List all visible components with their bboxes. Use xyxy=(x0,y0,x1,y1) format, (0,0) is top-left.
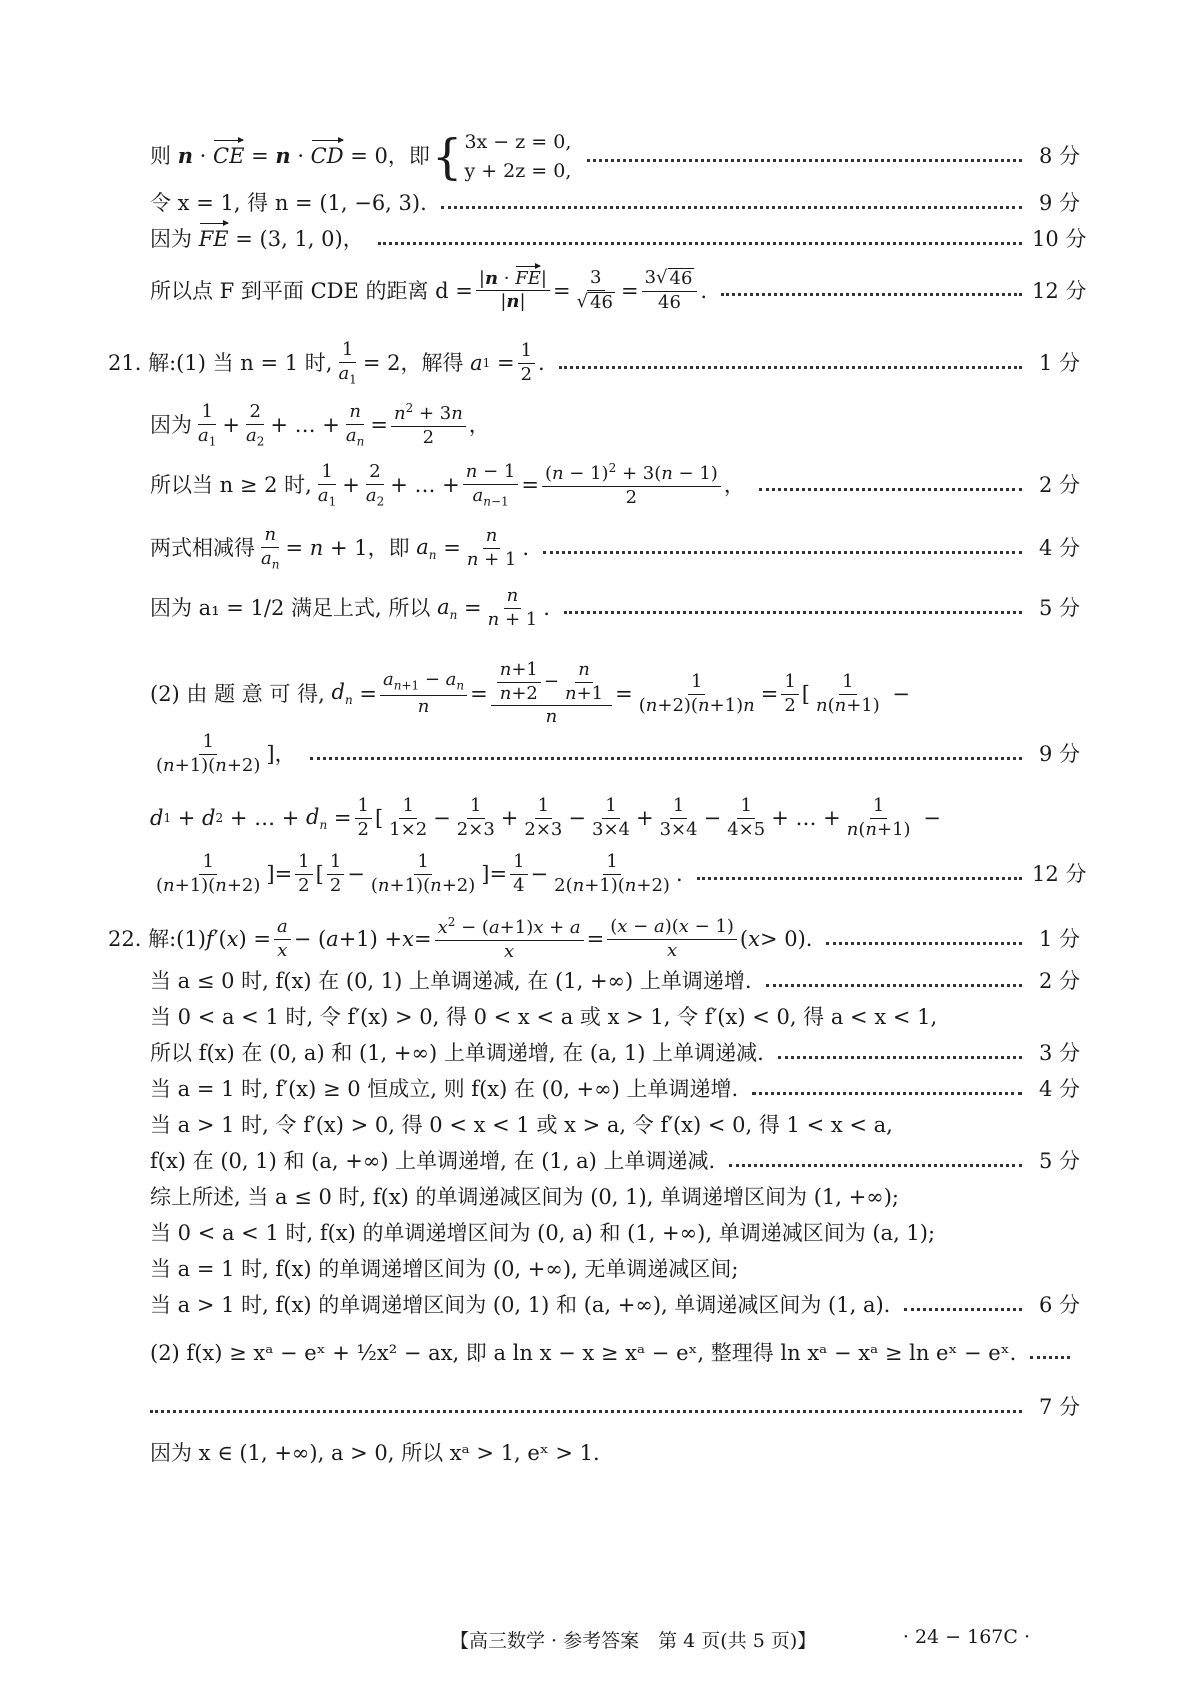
score: 5 分 xyxy=(1038,1149,1080,1173)
line-text: 当 a = 1 时, f(x) 的单调递增区间为 (0, +∞), 无单调递减区间; xyxy=(150,1257,739,1281)
line-fe-vector xyxy=(150,226,1087,252)
dot-leader xyxy=(150,1410,1022,1413)
line-text: 因为 FE = (3, 1, 0)， xyxy=(150,227,364,251)
score: 2 分 xyxy=(1038,969,1080,993)
dot-leader xyxy=(310,757,1022,760)
dot-leader xyxy=(697,877,1022,880)
line-text: 当 0 < a < 1 时, 令 f′(x) > 0, 得 0 < x < a 或 x > 1, 令 f′(x) < 0, 得 a < x < 1, xyxy=(150,1005,938,1029)
q21-line-9 xyxy=(150,851,1087,896)
score: 1 分 xyxy=(1038,351,1080,376)
line-set-x xyxy=(150,190,1080,216)
line-text: 因为 $\frac{1}{a_1}$ + $\frac{2}{a_2}$ + … + $\frac{n}{a_n}$ = $\frac{n^2 + 3n}{2}$ ， xyxy=(150,401,490,449)
q22-line-8 xyxy=(150,1184,1080,1210)
q22-line-6 xyxy=(150,1112,1080,1138)
dot-leader xyxy=(752,1092,1022,1095)
score: 10 分 xyxy=(1032,227,1087,251)
q22-line-9 xyxy=(150,1220,1080,1246)
line-text: 两式相减得 $\frac{n}{a_n}$ = n + 1，即 $a_n$ = $\frac{n}{n + 1}$ . xyxy=(150,524,530,572)
case-text: 所以当 n ≥ 2 时, xyxy=(150,473,312,498)
line-text: 当 a = 1 时, f′(x) ≥ 0 恒成立, 则 f(x) 在 (0, +∞) 上单调递增. xyxy=(150,1077,739,1101)
score: 9 分 xyxy=(1038,191,1080,215)
q22-line-12 xyxy=(150,1340,1080,1366)
q21-line-4 xyxy=(150,525,1080,572)
line-text: 所以点 F 到平面 CDE 的距离 d = $\frac{|n \cdot FE|}{|n|}$ = 3 √ 46 = 3√ 46 46 . xyxy=(150,267,708,313)
q22-line-5 xyxy=(150,1076,1080,1102)
subtract-label: 两式相减得 xyxy=(150,536,255,561)
q22-line-1 xyxy=(108,916,1080,962)
line-normal-vector xyxy=(150,128,1080,185)
line-text: 当 0 < a < 1 时, f(x) 的单调递增区间为 (0, a) 和 (1, +∞), 单调递减区间为 (a, 1); xyxy=(150,1221,936,1245)
q22-line-4 xyxy=(150,1040,1080,1066)
q22-line-11 xyxy=(150,1292,1080,1318)
case-text: (1) 当 n = 1 时, xyxy=(176,351,333,376)
question-label: 21. 解: xyxy=(108,351,177,376)
system-eq-1: 3x − z = 0, xyxy=(464,131,572,153)
part1-label: (1) xyxy=(176,927,206,952)
dot-leader xyxy=(543,551,1022,554)
because-label: 因为 xyxy=(150,413,192,438)
q22-line-13 xyxy=(150,1394,1080,1420)
score: 7 分 xyxy=(1038,1395,1080,1419)
line-text: (2) f(x) ≥ xᵃ − eˣ + ½x² − ax, 即 a ln x − x ≥ xᵃ − eˣ, 整理得 ln xᵃ − xᵃ ≥ ln eˣ − eˣ. xyxy=(150,1341,1017,1365)
line-text: 21. 解: (1) 当 n = 1 时, $\frac{1}{a_1}$ = 2，解得 a 1 = $\frac{1}{2}$ . xyxy=(108,339,545,387)
line-text: 因为 x ∈ (1, +∞), a > 0, 所以 xᵃ > 1, eˣ > 1. xyxy=(150,1441,600,1465)
q22-line-3 xyxy=(150,1004,1080,1030)
line-text: 当 a ≤ 0 时, f(x) 在 (0, 1) 上单调递减, 在 (1, +∞) 上单调递增. xyxy=(150,969,752,993)
footer-title: 【高三数学 · 参考答案 第 4 页(共 5 页)】 xyxy=(450,1630,817,1652)
q21-line-8 xyxy=(150,796,1080,840)
score: 3 分 xyxy=(1038,1041,1080,1065)
score: 4 分 xyxy=(1038,1077,1080,1101)
q22-line-14 xyxy=(150,1440,1080,1466)
dot-leader xyxy=(1030,1356,1070,1359)
score: 1 分 xyxy=(1038,927,1080,952)
line-text: 令 x = 1, 得 n = (1, −6, 3). xyxy=(150,191,427,215)
q22-line-7 xyxy=(150,1148,1080,1174)
distance-label: 所以点 F 到平面 CDE 的距离 d = xyxy=(150,278,473,303)
q21-line-2 xyxy=(150,402,1080,449)
score: 6 分 xyxy=(1038,1293,1080,1317)
dot-leader xyxy=(826,942,1022,945)
dot-leader xyxy=(378,242,1022,245)
dot-leader xyxy=(441,206,1022,209)
line-text: 综上所述, 当 a ≤ 0 时, f(x) 的单调递减区间为 (0, 1), 单调递增区间为 (1, +∞); xyxy=(150,1185,899,1209)
part2-text: (2) 由 题 意 可 得, xyxy=(150,681,325,706)
line-text: (2) 由 题 意 可 得, $d_n$ = $\frac{a_{n+1} - a_n}{n}$ = $\frac{n+1}{n+2}$ − $\frac{n}{n+1}$ n = $\frac{1}{(n+2)(n+1)n}$ = $\frac{1}{2}$ [ $\frac{1}{n(n+1)}$ − xyxy=(150,659,911,728)
dot-leader xyxy=(766,984,1022,987)
dot-leader xyxy=(721,293,1022,296)
q21-line-5 xyxy=(150,586,1080,630)
line-text: 则 n · CE = n · CD = 0，即 { 3x − z = 0, y + 2z = 0, xyxy=(150,128,572,185)
line-text: 当 a > 1 时, 令 f′(x) > 0, 得 0 < x < 1 或 x > a, 令 f′(x) < 0, 得 1 < x < a, xyxy=(150,1113,893,1137)
q21-line-3 xyxy=(150,462,1080,509)
line-text: 当 a > 1 时, f(x) 的单调递增区间为 (0, 1) 和 (a, +∞), 单调递减区间为 (1, a). xyxy=(150,1293,891,1317)
score: 8 分 xyxy=(1038,144,1080,169)
line-text: 因为 a₁ = 1/2 满足上式, 所以 $a_n$ = $\frac{n}{n + 1}$ . xyxy=(150,585,550,630)
line-text: 所以 f(x) 在 (0, a) 和 (1, +∞) 上单调递增, 在 (a, 1) 上单调递减. xyxy=(150,1041,764,1065)
q22-line-2 xyxy=(150,968,1080,994)
line-text: 所以当 n ≥ 2 时, $\frac{1}{a_1}$ + $\frac{2}{a_2}$ + … + $\frac{n - 1}{a_{n-1}}$ = $\frac{(n - 1)^2 + 3(n - 1)}{2}$ ， xyxy=(150,461,745,509)
dot-leader xyxy=(759,488,1022,491)
dot-leader xyxy=(729,1164,1022,1167)
score: 2 分 xyxy=(1038,473,1080,498)
dot-leader xyxy=(904,1308,1022,1311)
line-text: 22. 解: (1) f ′( x ) = $\frac{a}{x}$ − ( a +1) + x = $\frac{x^2 - (a+1)x + a}{x}$ = $\frac{(x - a)(x - 1)}{x}$ ( x > 0). xyxy=(108,915,813,962)
line-text: $\frac{1}{(n+1)(n+2)}$ ]= $\frac{1}{2}$ [ $\frac{1}{2}$ − $\frac{1}{(n+1)(n+2)}$ ]= $\frac{1}{4}$ − $\frac{1}{2(n+1)(n+2)}$ . xyxy=(156,851,683,896)
dot-leader xyxy=(587,159,1022,162)
system-eq-2: y + 2z = 0, xyxy=(464,159,572,182)
q22-line-10 xyxy=(150,1256,1080,1282)
q21-line-7 xyxy=(150,732,1080,776)
footer-code: · 24 − 167C · xyxy=(902,1626,1030,1648)
q21-line-6 xyxy=(150,660,1080,728)
dot-leader xyxy=(559,366,1022,369)
line-distance xyxy=(150,267,1087,313)
question-label: 22. 解: xyxy=(108,927,177,952)
line-text: f(x) 在 (0, 1) 和 (a, +∞) 上单调递增, 在 (1, a) 上单调递减. xyxy=(150,1149,716,1173)
score: 5 分 xyxy=(1038,596,1080,621)
score: 4 分 xyxy=(1038,536,1080,561)
dot-leader xyxy=(778,1056,1022,1059)
q21-line-1 xyxy=(108,340,1080,387)
line-text: $\frac{1}{(n+1)(n+2)}$ ]， xyxy=(156,731,296,776)
line-text: d 1 + d 2 + … + $d_n$ = $\frac{1}{2}$ [ $\frac{1}{1\times 2}$ − $\frac{1}{2\times 3}$ + $\frac{1}{2\times 3}$ − $\frac{1}{3\times 4}$ + $\frac{1}{3\times 4}$ − $\frac{1}{4\times 5}$ + … + $\frac{1}{n(n+1)}$ − xyxy=(150,795,941,840)
score: 12 分 xyxy=(1032,862,1087,887)
score: 9 分 xyxy=(1038,742,1080,767)
dot-leader xyxy=(564,611,1022,614)
score: 12 分 xyxy=(1032,278,1087,303)
check-text: 因为 a₁ = 1/2 满足上式, 所以 xyxy=(150,596,431,621)
